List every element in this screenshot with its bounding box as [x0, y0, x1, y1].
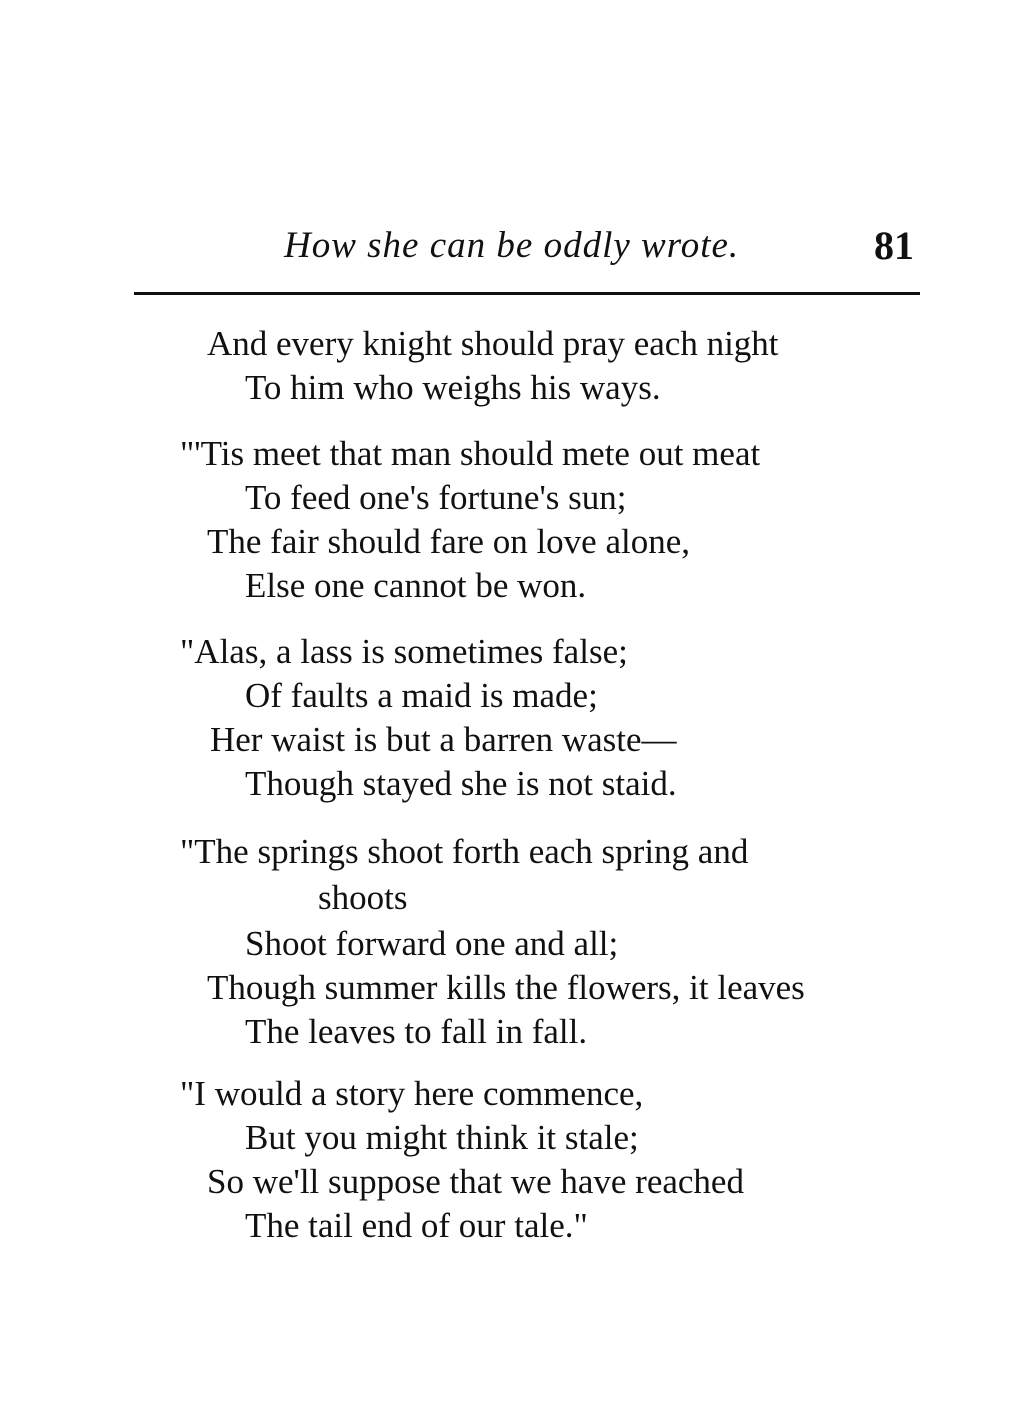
poem-line: So we'll suppose that we have reached	[207, 1162, 744, 1201]
poem-line: But you might think it stale;	[245, 1118, 639, 1157]
poem-line: The fair should fare on love alone,	[207, 522, 691, 561]
poem-line: shoots	[318, 878, 408, 917]
poem-line: "I would a story here commence,	[180, 1074, 644, 1113]
poem-line: Her waist is but a barren waste—	[210, 720, 677, 759]
running-title: How she can be oddly wrote.	[284, 225, 740, 266]
poem-line: "'Tis meet that man should mete out meat	[180, 434, 761, 473]
poem-line: The tail end of our tale."	[245, 1206, 588, 1245]
poem-line: Else one cannot be won.	[245, 566, 587, 605]
poem-line: Shoot forward one and all;	[245, 924, 619, 963]
poem-line: And every knight should pray each night	[207, 324, 779, 363]
poem-line: Though summer kills the flowers, it leaves	[207, 968, 805, 1007]
header-rule	[134, 292, 920, 295]
page-number: 81	[874, 223, 914, 268]
poem-line: To feed one's fortune's sun;	[245, 478, 627, 517]
poem-line: "The springs shoot forth each spring and	[180, 832, 749, 871]
poem-line: To him who weighs his ways.	[245, 368, 661, 407]
poem-line: Though stayed she is not staid.	[245, 764, 677, 803]
poem-line: The leaves to fall in fall.	[245, 1012, 588, 1051]
poem-line: "Alas, a lass is sometimes false;	[180, 632, 628, 671]
poem-line: Of faults a maid is made;	[245, 676, 598, 715]
